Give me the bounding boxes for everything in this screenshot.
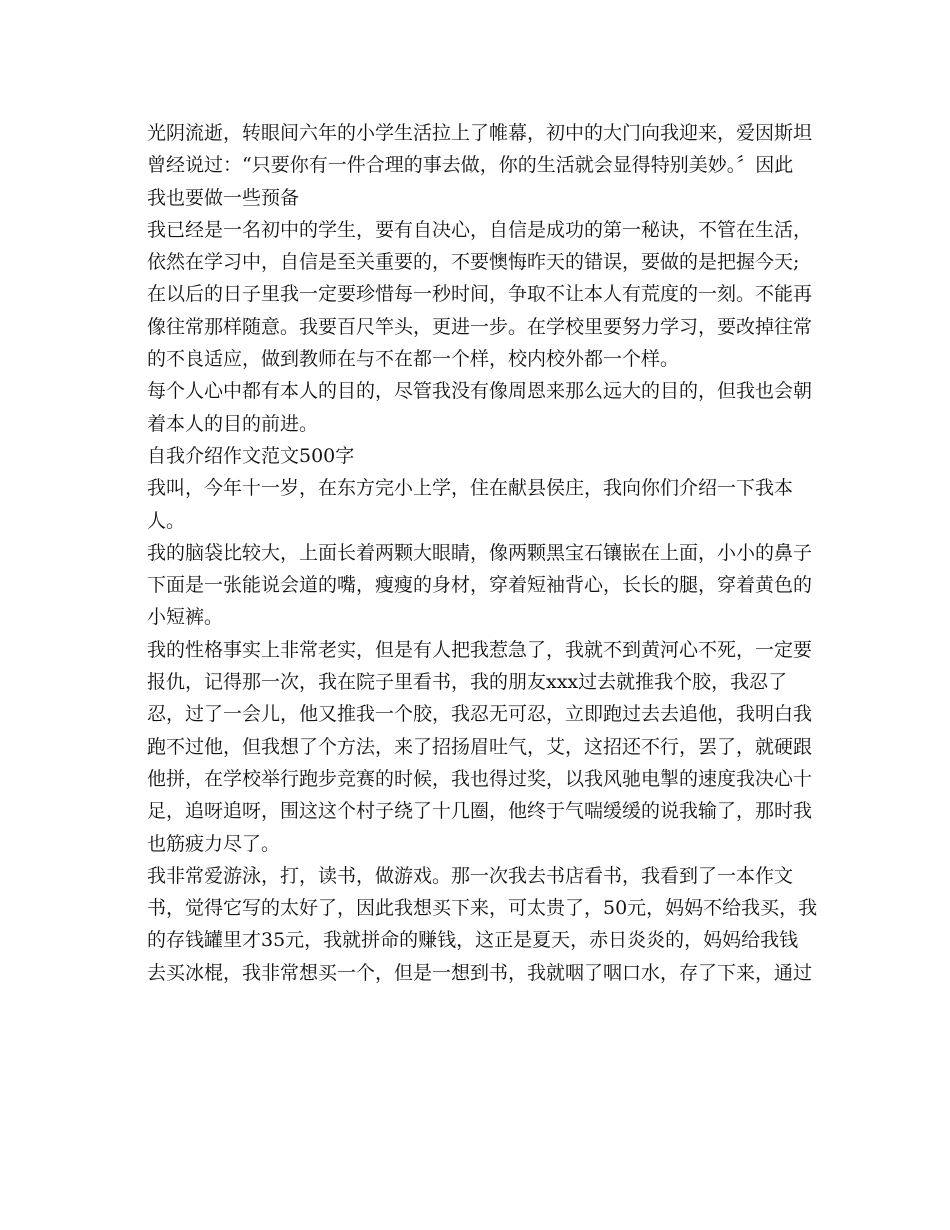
text-line: 的存钱罐里才35元，我就拼命的赚钱，这正是夏天，赤日炎炎的，妈妈给我钱: [147, 929, 799, 952]
text-line: 我也要做一些预备: [147, 186, 300, 209]
text-line: 每个人心中都有本人的目的，尽管我没有像周恩来那么远大的目的，但我也会朝: [147, 380, 813, 403]
text-line: 忍，过了一会儿，他又推我一个胶，我忍无可忍，立即跑过去去追他，我明白我: [147, 703, 813, 726]
text-line: 我的性格事实上非常老实，但是有人把我惹急了，我就不到黄河心不死，一定要: [147, 638, 813, 661]
text-line: 我已经是一名初中的学生，要有自决心，自信是成功的第一秘诀，不管在生活，: [147, 218, 813, 241]
text-line: 依然在学习中，自信是至关重要的，不要懊悔昨天的错误，要做的是把握今天;: [147, 251, 800, 274]
text-line: 着本人的目的前进。: [147, 412, 319, 435]
text-line: 下面是一张能说会道的嘴，瘦瘦的身材，穿着短袖背心，长长的腿，穿着黄色的: [147, 574, 813, 597]
text-line: 的不良适应，做到教师在与不在都一个样，校内校外都一个样。: [147, 348, 680, 371]
text-line: 曾经说过：“只要你有一件合理的事去做，你的生活就会显得特别美妙。〞因此: [147, 154, 794, 177]
text-line: 足，追呀追呀，围这这个村子绕了十几圈，他终于气喘缓缓的说我输了，那时我: [147, 800, 813, 823]
text-line: 我的脑袋比较大，上面长着两颗大眼睛，像两颗黑宝石镶嵌在上面，小小的鼻子: [147, 541, 813, 564]
text-line: 报仇，记得那一次，我在院子里看书，我的朋友xxx过去就推我个胶，我忍了: [147, 671, 788, 694]
text-line: 我非常爱游泳，打，读书，做游戏。那一次我去书店看书，我看到了一本作文: [147, 864, 794, 887]
text-line: 小短裤。: [147, 606, 224, 629]
text-line: 跑不过他，但我想了个方法，来了招扬眉吐气，艾，这招还不行，罢了，就硬跟: [147, 735, 813, 758]
section-heading: 自我介绍作文范文500字: [147, 444, 355, 467]
document-body: [147, 117, 818, 989]
text-line: 去买冰棍，我非常想买一个，但是一想到书，我就咽了咽口水，存了下来，通过: [147, 961, 813, 984]
text-line: 也筋疲力尽了。: [147, 832, 281, 855]
text-line: 人。: [147, 509, 186, 532]
text-line: 光阴流逝，转眼间六年的小学生活拉上了帷幕，初中的大门向我迎来，爱因斯坦: [147, 122, 813, 144]
text-line: 像往常那样随意。我要百尺竿头，更进一步。在学校里要努力学习，要改掉往常: [147, 315, 813, 338]
text-line: 我叫，今年十一岁，在东方完小上学，住在献县侯庄，我向你们介绍一下我本: [147, 477, 794, 500]
text-line: 他拼，在学校举行跑步竞赛的时候，我也得过奖，以我风驰电掣的速度我决心十: [147, 767, 813, 790]
text-line: 书，觉得它写的太好了，因此我想买下来，可太贵了，50元，妈妈不给我买，我: [147, 897, 818, 920]
text-line: 在以后的日子里我一定要珍惜每一秒时间，争取不让本人有荒度的一刻。不能再: [147, 283, 813, 306]
